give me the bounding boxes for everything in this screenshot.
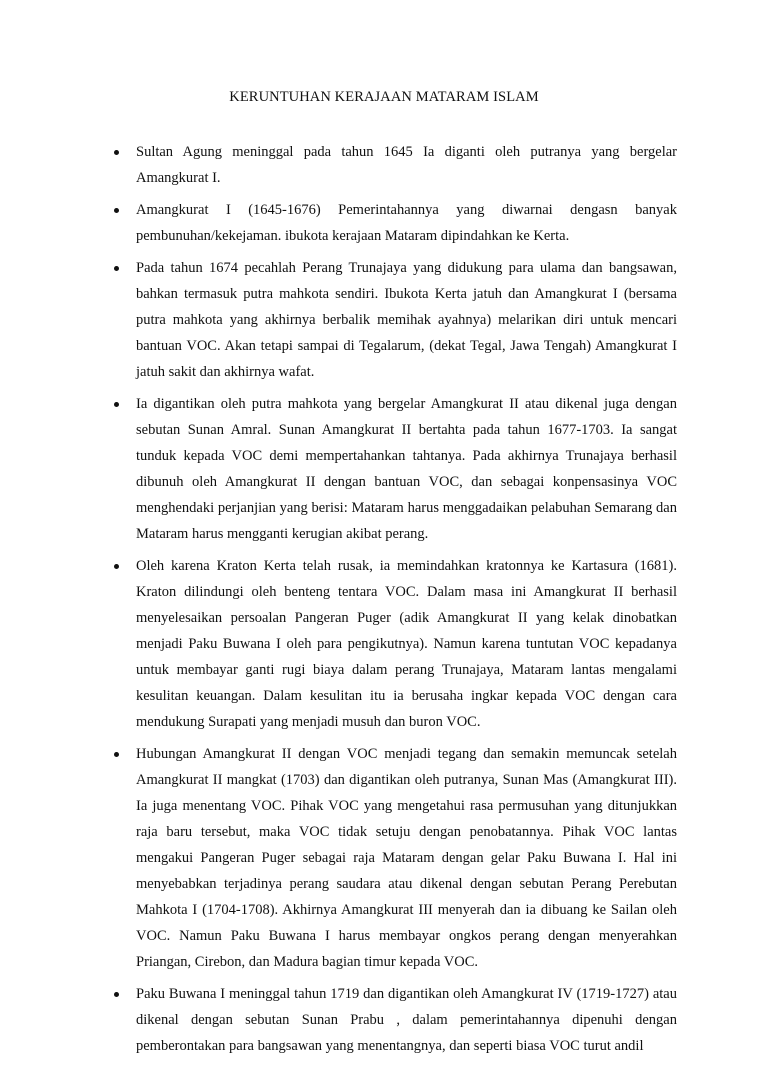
bullet-point-icon xyxy=(114,992,119,997)
bullet-point-icon xyxy=(114,402,119,407)
bullet-text: Pada tahun 1674 pecahlah Perang Trunajaya yang didukung para ulama dan bangsawan, bahkan termasuk putra mahkota sendiri. Ibukota Kerta jatuh dan Amangkurat I (bersama putra mahkota yang akhirnya berbalik memihak ayahnya) melarikan diri untuk mencari bantuan VOC. Akan tetapi sampai di Tegalarum, (dekat Tegal, Jawa Tengah) Amangkurat I jatuh sakit dan akhirnya wafat. xyxy=(136,260,677,380)
bullet-point-icon xyxy=(114,564,119,569)
bullet-text: Sultan Agung meninggal pada tahun 1645 Ia diganti oleh putranya yang bergelar Amangkurat I. xyxy=(136,144,677,186)
bullet-point-icon xyxy=(114,752,119,757)
bullet-item xyxy=(0,255,677,385)
bullet-point-icon xyxy=(114,208,119,213)
bullet-item xyxy=(0,981,677,1059)
bullet-text: Ia digantikan oleh putra mahkota yang bergelar Amangkurat II atau dikenal juga dengan sebutan Sunan Amral. Sunan Amangkurat II bertahta pada tahun 1677-1703. Ia sangat tunduk kepada VOC demi mempertahankan tahtanya. Pada akhirnya Trunajaya berhasil dibunuh oleh Amangkurat II dengan bantuan VOC, dan sebagai konpensasinya VOC menghendaki perjanjian yang berisi: Mataram harus menggadaikan pelabuhan Semarang dan Mataram harus mengganti kerugian akibat perang. xyxy=(136,396,677,542)
bullet-point-icon xyxy=(114,150,119,155)
document-title: KERUNTUHAN KERAJAAN MATARAM ISLAM xyxy=(229,89,539,105)
bullet-item xyxy=(0,197,677,249)
bullet-text: Amangkurat I (1645-1676) Pemerintahannya yang diwarnai dengasn banyak pembunuhan/kekejaman. ibukota kerajaan Mataram dipindahkan ke Kerta. xyxy=(136,202,677,244)
bullet-item xyxy=(0,139,677,191)
bullet-text: Paku Buwana I meninggal tahun 1719 dan digantikan oleh Amangkurat IV (1719-1727) atau dikenal dengan sebutan Sunan Prabu , dalam pemerintahannya dipenuhi dengan pemberontakan para bangsawan yang menentangnya, dan seperti biasa VOC turut andil xyxy=(136,986,677,1054)
bullet-text: Hubungan Amangkurat II dengan VOC menjadi tegang dan semakin memuncak setelah Amangkurat II mangkat (1703) dan digantikan oleh putranya, Sunan Mas (Amangkurat III). Ia juga menentang VOC. Pihak VOC yang mengetahui rasa permusuhan yang ditunjukkan raja baru tersebut, maka VOC tidak setuju dengan penobatannya. Pihak VOC lantas mengakui Pangeran Puger sebagai raja Mataram dengan gelar Paku Buwana I. Hal ini menyebabkan terjadinya perang saudara atau dikenal dengan sebutan Perang Perebutan Mahkota I (1704-1708). Akhirnya Amangkurat III menyerah dan ia dibuang ke Sailan oleh VOC. Namun Paku Buwana I harus membayar ongkos perang dengan menyerahkan Priangan, Cirebon, dan Madura bagian timur kepada VOC. xyxy=(136,746,677,970)
bullet-point-icon xyxy=(114,266,119,271)
bullet-list xyxy=(0,139,768,1065)
bullet-item xyxy=(0,741,677,975)
bullet-text: Oleh karena Kraton Kerta telah rusak, ia memindahkan kratonnya ke Kartasura (1681). Kraton dilindungi oleh benteng tentara VOC. Dalam masa ini Amangkurat II berhasil menyelesaikan persoalan Pangeran Puger (adik Amangkurat II yang kelak dinobatkan menjadi Paku Buwana I oleh para pengikutnya). Namun karena tuntutan VOC kepadanya untuk membayar ganti rugi biaya dalam perang Trunajaya, Mataram lantas mengalami kesulitan keuangan. Dalam kesulitan itu ia berusaha ingkar kepada VOC dengan cara mendukung Surapati yang menjadi musuh dan buron VOC. xyxy=(136,558,677,730)
bullet-item xyxy=(0,553,677,735)
bullet-item xyxy=(0,391,677,547)
